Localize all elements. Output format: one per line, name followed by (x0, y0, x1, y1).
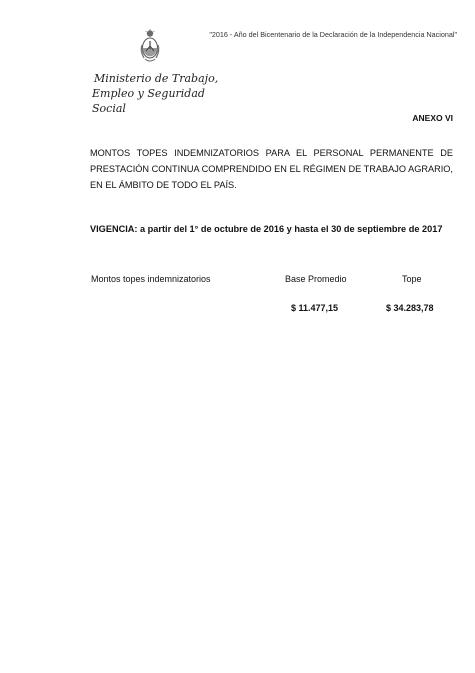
national-seal-icon (139, 29, 161, 65)
ministry-name-line2: Empleo y Seguridad Social (92, 87, 205, 115)
header-motto: "2016 - Año del Bicentenario de la Declaración de la Independencia Nacional" (209, 30, 457, 39)
ministry-name (94, 71, 234, 116)
value-tope: $ 34.283,78 (386, 303, 434, 313)
document-heading: MONTOS TOPES INDEMNIZATORIOS PARA EL PERSONAL PERMANENTE DE PRESTACIÓN CONTINUA COMPRENDIDO EN EL RÉGIMEN DE TRABAJO AGRARIO, EN EL ÁMBITO DE TODO EL PAÍS. (90, 148, 453, 190)
column-header-base-promedio: Base Promedio (285, 274, 347, 284)
ministry-name-line1: Ministerio de Trabajo, (94, 72, 219, 85)
column-header-tope: Tope (402, 274, 422, 284)
column-header-concept: Montos topes indemnizatorios (91, 274, 211, 284)
value-base-promedio: $ 11.477,15 (291, 303, 339, 313)
annex-title: ANEXO VI (412, 113, 453, 123)
validity-statement: VIGENCIA: a partir del 1° de octubre de 2016 y hasta el 30 de septiembre de 2017 (90, 224, 443, 234)
